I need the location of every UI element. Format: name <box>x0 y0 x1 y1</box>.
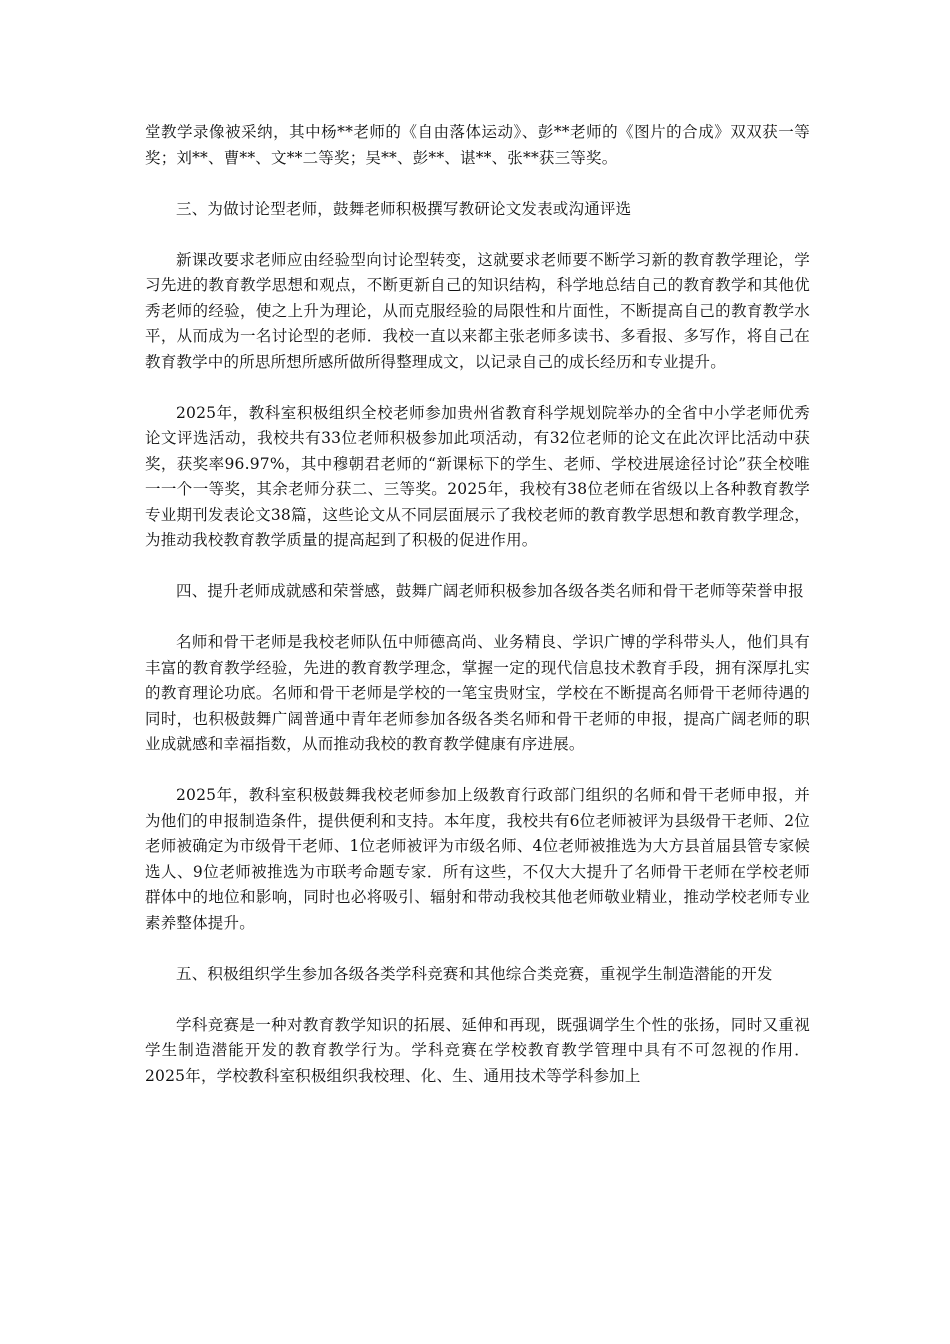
paragraph-essay-contest: 2025年，教科室积极组织全校老师参加贵州省教育科学规划院举办的全省中小学老师优秀论文评选活动，我校共有33位老师积极参加此项活动，有32位老师的论文在此次评比活动中获奖，获奖率96.97%，其中穆朝君老师的“新课标下的学生、老师、学校进展途径讨论”获全校唯一一个一等奖，其余老师分获二、三等奖。2025年，我校有38位老师在省级以上各种教育教学专业期刊发表论文38篇，这些论文从不同层面展示了我校老师的教育教学思想和教育教学理念，为推动我校教育教学质量的提高起到了积极的促进作用。 <box>145 403 810 549</box>
paragraph-subject-competition: 学科竞赛是一种对教育教学知识的拓展、延伸和再现，既强调学生个性的张扬，同时又重视学生制造潜能开发的教育教学行为。学科竞赛在学校教育教学管理中具有不可忽视的作用．2025年，学校教科室积极组织我校理、化、生、通用技术等学科参加上 <box>145 1015 810 1085</box>
section-heading-4: 四、提升老师成就感和荣誉感，鼓舞广阔老师积极参加各级各类名师和骨干老师等荣誉申报 <box>176 582 805 600</box>
paragraph-backbone-teachers: 2025年，教科室积极鼓舞我校老师参加上级教育行政部门组织的名师和骨干老师申报，并为他们的申报制造条件，提供便利和支持。本年度，我校共有6位老师被评为县级骨干老师、2位老师被确定为市级骨干老师、1位老师被评为市级名师、4位老师被推选为大方县首届县管专家候选人、9位老师被推选为市联考命题专家．所有这些，不仅大大提升了名师骨干老师在学校老师群体中的地位和影响，同时也必将吸引、辐射和带动我校其他老师敬业精业，推动学校老师专业素养整体提升。 <box>145 786 810 932</box>
paragraph-famous-teachers: 名师和骨干老师是我校老师队伍中师德高尚、业务精良、学识广博的学科带头人，他们具有丰富的教育教学经验，先进的教育教学理念，掌握一定的现代信息技术教育手段，拥有深厚扎实的教育理论功底。名师和骨干老师是学校的一笔宝贵财宝，学校在不断提高名师骨干老师待遇的同时，也积极鼓舞广阔普通中青年老师参加各级各类名师和骨干老师的申报，提高广阔老师的职业成就感和幸福指数，从而推动我校的教育教学健康有序进展。 <box>145 633 810 753</box>
paragraph-award-results: 堂教学录像被采纳，其中杨**老师的《自由落体运动》、彭**老师的《图片的合成》双双获一等奖；刘**、曹**、文**二等奖；吴**、彭**、谌**、张**获三等奖。 <box>145 123 810 167</box>
document-page <box>145 120 810 1115</box>
section-heading-3: 三、为做讨论型老师，鼓舞老师积极撰写教研论文发表或沟通评选 <box>176 199 632 218</box>
paragraph-research-teacher: 新课改要求老师应由经验型向讨论型转变，这就要求老师要不断学习新的教育教学理论，学习先进的教育教学思想和观点，不断更新自己的知识结构，科学地总结自己的教育教学和其他优秀老师的经验，使之上升为理论，从而克服经验的局限性和片面性，不断提高自己的教育教学水平，从而成为一名讨论型的老师．我校一直以来都主张老师多读书、多看报、多写作，将自己在教育教学中的所思所想所感所做所得整理成文，以记录自己的成长经历和专业提升。 <box>145 250 810 371</box>
section-heading-5: 五、积极组织学生参加各级各类学科竞赛和其他综合类竞赛，重视学生制造潜能的开发 <box>176 964 773 983</box>
